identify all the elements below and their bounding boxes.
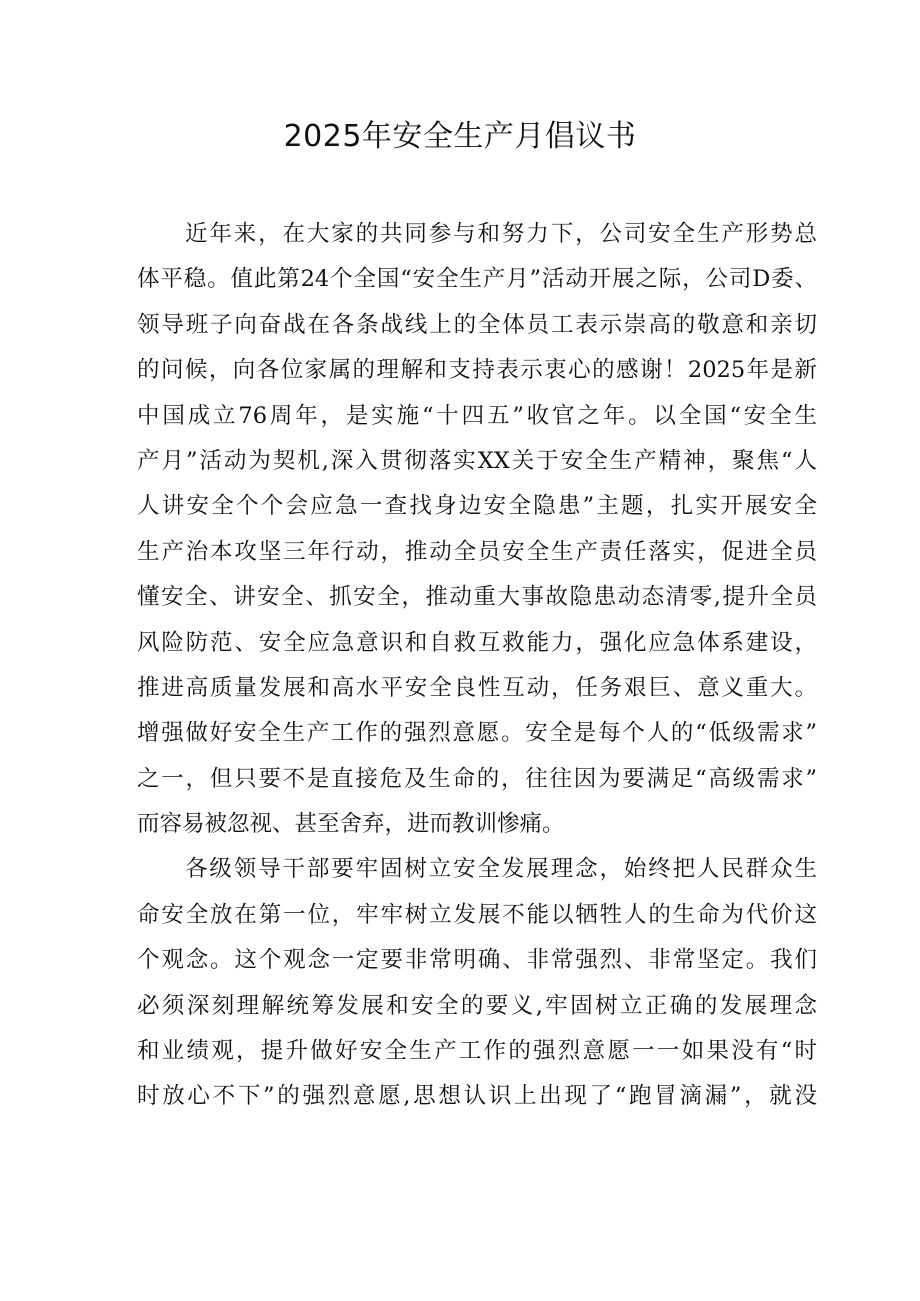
paragraph-1-line-10: 风险防范、安全应急意识和自救互救能力，强化应急体系建设， — [137, 629, 817, 656]
paragraph-1-line-13: 之一，但只要不是直接危及生命的，往往因为要满足“高级需求” — [137, 765, 817, 792]
paragraph-1-line-14: 而容易被忽视、甚至舍弃，进而教训惨痛。 — [137, 811, 565, 838]
paragraph-2-line-1: 各级领导干部要牢固树立安全发展理念，始终把人民群众生 — [185, 856, 817, 883]
paragraph-1-line-3: 领导班子向奋战在各条战线上的全体员工表示崇高的敬意和亲切 — [137, 311, 817, 338]
paragraph-1-line-7: 人讲安全个个会应急一查找身边安全隐患”主题，扎实开展安全 — [137, 493, 817, 520]
paragraph-2-line-5: 和业绩观，提升做好安全生产工作的强烈意愿一一如果没有“时 — [137, 1038, 817, 1065]
paragraph-2-line-3: 个观念。这个观念一定要非常明确、非常强烈、非常坚定。我们 — [137, 947, 817, 974]
paragraph-2-line-6: 时放心不下”的强烈意愿,思想认识上出现了“跑冒滴漏”，就没 — [137, 1083, 817, 1110]
paragraph-1-line-11: 推进高质量发展和高水平安全良性互动，任务艰巨、意义重大。 — [137, 674, 817, 701]
paragraph-1-line-1: 近年来，在大家的共同参与和努力下，公司安全生产形势总 — [185, 221, 817, 247]
paragraph-2-line-2: 命安全放在第一位，牢牢树立发展不能以牺牲人的生命为代价这 — [137, 901, 817, 928]
document-title: 2025年安全生产月倡议书 — [283, 119, 637, 154]
paragraph-2-line-4: 必须深刻理解统筹发展和安全的要义,牢固树立正确的发展理念 — [137, 992, 817, 1019]
paragraph-1-line-8: 生产治本攻坚三年行动，推动全员安全生产责任落实，促进全员 — [137, 538, 817, 565]
paragraph-1-line-6: 产月”活动为契机,深入贯彻落实XX关于安全生产精神，聚焦“人 — [137, 447, 817, 474]
paragraph-1-line-9: 懂安全、讲安全、抓安全，推动重大事故隐患动态清零,提升全员 — [137, 584, 817, 611]
paragraph-1-line-5: 中国成立76周年，是实施“十四五”收官之年。以全国“安全生 — [137, 402, 817, 429]
document-body — [137, 212, 817, 1120]
paragraph-1-line-4: 的问候，向各位家属的理解和支持表示衷心的感谢！2025年是新 — [137, 357, 817, 384]
paragraph-1-line-12: 增强做好安全生产工作的强烈意愿。安全是每个人的“低级需求” — [137, 720, 817, 747]
paragraph-1-line-2: 体平稳。值此第24个全国“安全生产月”活动开展之际，公司D委、 — [137, 266, 817, 293]
